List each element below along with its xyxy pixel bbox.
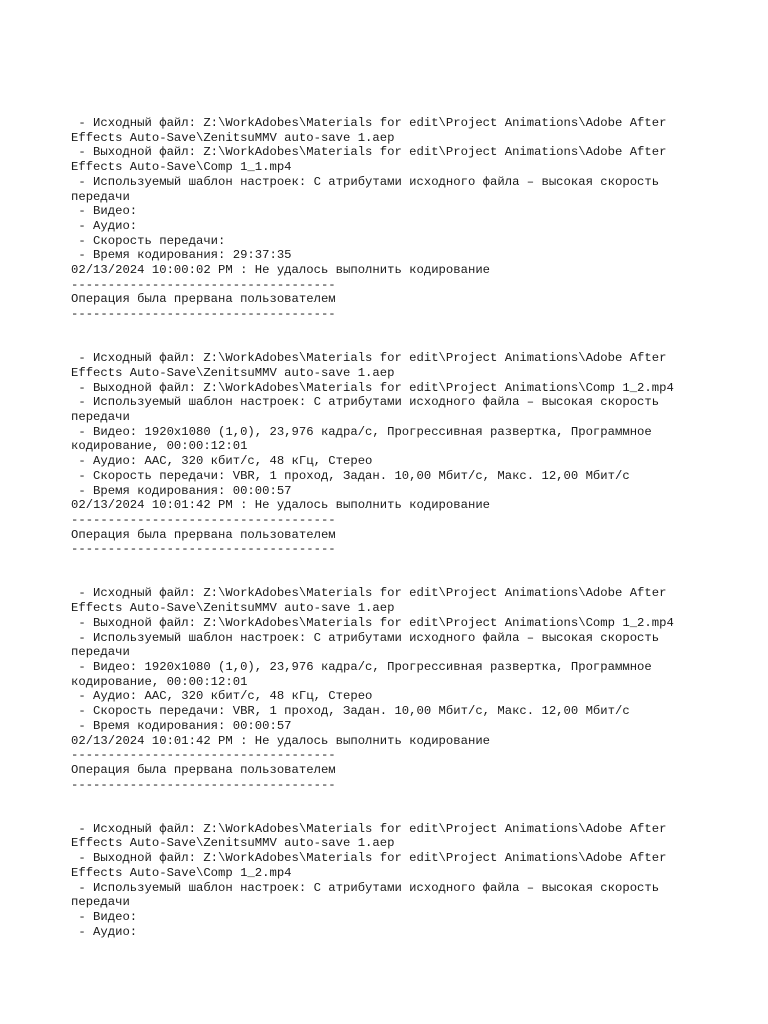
log-document xyxy=(71,116,721,939)
log-line: - Видео: xyxy=(71,204,138,219)
log-line: - Время кодирования: 29:37:35 xyxy=(71,248,292,263)
log-line: - Используемый шаблон настроек: С атрибутами исходного файла – высокая скорость xyxy=(71,174,660,189)
separator-line: ------------------------------------ xyxy=(71,277,336,292)
log-line: 02/13/2024 10:01:42 PM : Не удалось выполнить кодирование xyxy=(71,733,491,748)
log-line: - Скорость передачи: VBR, 1 проход, Задан. 10,00 Мбит/с, Макс. 12,00 Мбит/с xyxy=(71,704,630,719)
log-line: - Используемый шаблон настроек: С атрибутами исходного файла – высокая скорость xyxy=(71,880,660,895)
log-line: - Скорость передачи: VBR, 1 проход, Задан. 10,00 Мбит/с, Макс. 12,00 Мбит/с xyxy=(71,468,630,483)
log-line: - Видео: 1920x1080 (1,0), 23,976 кадра/с, Прогрессивная развертка, Программное xyxy=(71,424,652,439)
log-line: 02/13/2024 10:00:02 PM : Не удалось выполнить кодирование xyxy=(71,263,491,278)
log-line: - Исходный файл: Z:\WorkAdobes\Materials for edit\Project Animations\Adobe After xyxy=(71,116,667,130)
log-line: Effects Auto-Save\ZenitsuMMV auto-save 1.aep xyxy=(71,601,395,616)
log-line: - Время кодирования: 00:00:57 xyxy=(71,483,292,498)
log-line: передачи xyxy=(71,189,130,204)
log-line: - Аудио: xyxy=(71,924,138,939)
log-line: Effects Auto-Save\ZenitsuMMV auto-save 1.aep xyxy=(71,836,395,851)
log-line: - Видео: xyxy=(71,909,138,924)
separator-line: ------------------------------------ xyxy=(71,542,336,557)
log-line: - Выходной файл: Z:\WorkAdobes\Materials for edit\Project Animations\Adobe After xyxy=(71,145,667,160)
log-entry xyxy=(71,116,721,322)
log-line: Операция была прервана пользователем xyxy=(71,292,336,307)
log-entry xyxy=(71,351,721,557)
log-line: Effects Auto-Save\ZenitsuMMV auto-save 1.aep xyxy=(71,365,395,380)
entry-gap xyxy=(71,557,721,586)
log-line: - Аудио: xyxy=(71,218,138,233)
log-line: - Видео: 1920x1080 (1,0), 23,976 кадра/с, Прогрессивная развертка, Программное xyxy=(71,659,652,674)
log-line: Операция была прервана пользователем xyxy=(71,527,336,542)
log-line: кодирование, 00:00:12:01 xyxy=(71,439,248,454)
log-line: 02/13/2024 10:01:42 PM : Не удалось выполнить кодирование xyxy=(71,498,491,513)
log-line: - Выходной файл: Z:\WorkAdobes\Materials for edit\Project Animations\Comp 1_2.mp4 xyxy=(71,380,674,395)
log-line: - Скорость передачи: xyxy=(71,233,226,248)
log-line: - Аудио: AAC, 320 кбит/с, 48 кГц, Стерео xyxy=(71,454,373,469)
separator-line: ------------------------------------ xyxy=(71,512,336,527)
log-line: - Исходный файл: Z:\WorkAdobes\Materials for edit\Project Animations\Adobe After xyxy=(71,821,667,836)
log-line: Effects Auto-Save\Comp 1_1.mp4 xyxy=(71,160,292,175)
log-line: - Выходной файл: Z:\WorkAdobes\Materials for edit\Project Animations\Comp 1_2.mp4 xyxy=(71,615,674,630)
log-line: - Выходной файл: Z:\WorkAdobes\Materials for edit\Project Animations\Adobe After xyxy=(71,851,667,866)
log-line: - Используемый шаблон настроек: С атрибутами исходного файла – высокая скорость xyxy=(71,630,660,645)
separator-line: ------------------------------------ xyxy=(71,748,336,763)
entry-gap xyxy=(71,322,721,351)
log-line: передачи xyxy=(71,410,130,425)
separator-line: ------------------------------------ xyxy=(71,777,336,792)
log-entry xyxy=(71,586,721,792)
log-line: передачи xyxy=(71,895,130,910)
log-line: передачи xyxy=(71,645,130,660)
log-line: - Исходный файл: Z:\WorkAdobes\Materials for edit\Project Animations\Adobe After xyxy=(71,351,667,366)
log-line: Effects Auto-Save\Comp 1_2.mp4 xyxy=(71,865,292,880)
separator-line: ------------------------------------ xyxy=(71,307,336,322)
log-line: Операция была прервана пользователем xyxy=(71,762,336,777)
log-line: кодирование, 00:00:12:01 xyxy=(71,674,248,689)
log-entry xyxy=(71,822,721,940)
entry-gap xyxy=(71,792,721,821)
log-line: - Исходный файл: Z:\WorkAdobes\Materials for edit\Project Animations\Adobe After xyxy=(71,586,667,601)
log-line: - Время кодирования: 00:00:57 xyxy=(71,718,292,733)
log-line: - Аудио: AAC, 320 кбит/с, 48 кГц, Стерео xyxy=(71,689,373,704)
log-line: - Используемый шаблон настроек: С атрибутами исходного файла – высокая скорость xyxy=(71,395,660,410)
log-line: Effects Auto-Save\ZenitsuMMV auto-save 1.aep xyxy=(71,130,395,145)
